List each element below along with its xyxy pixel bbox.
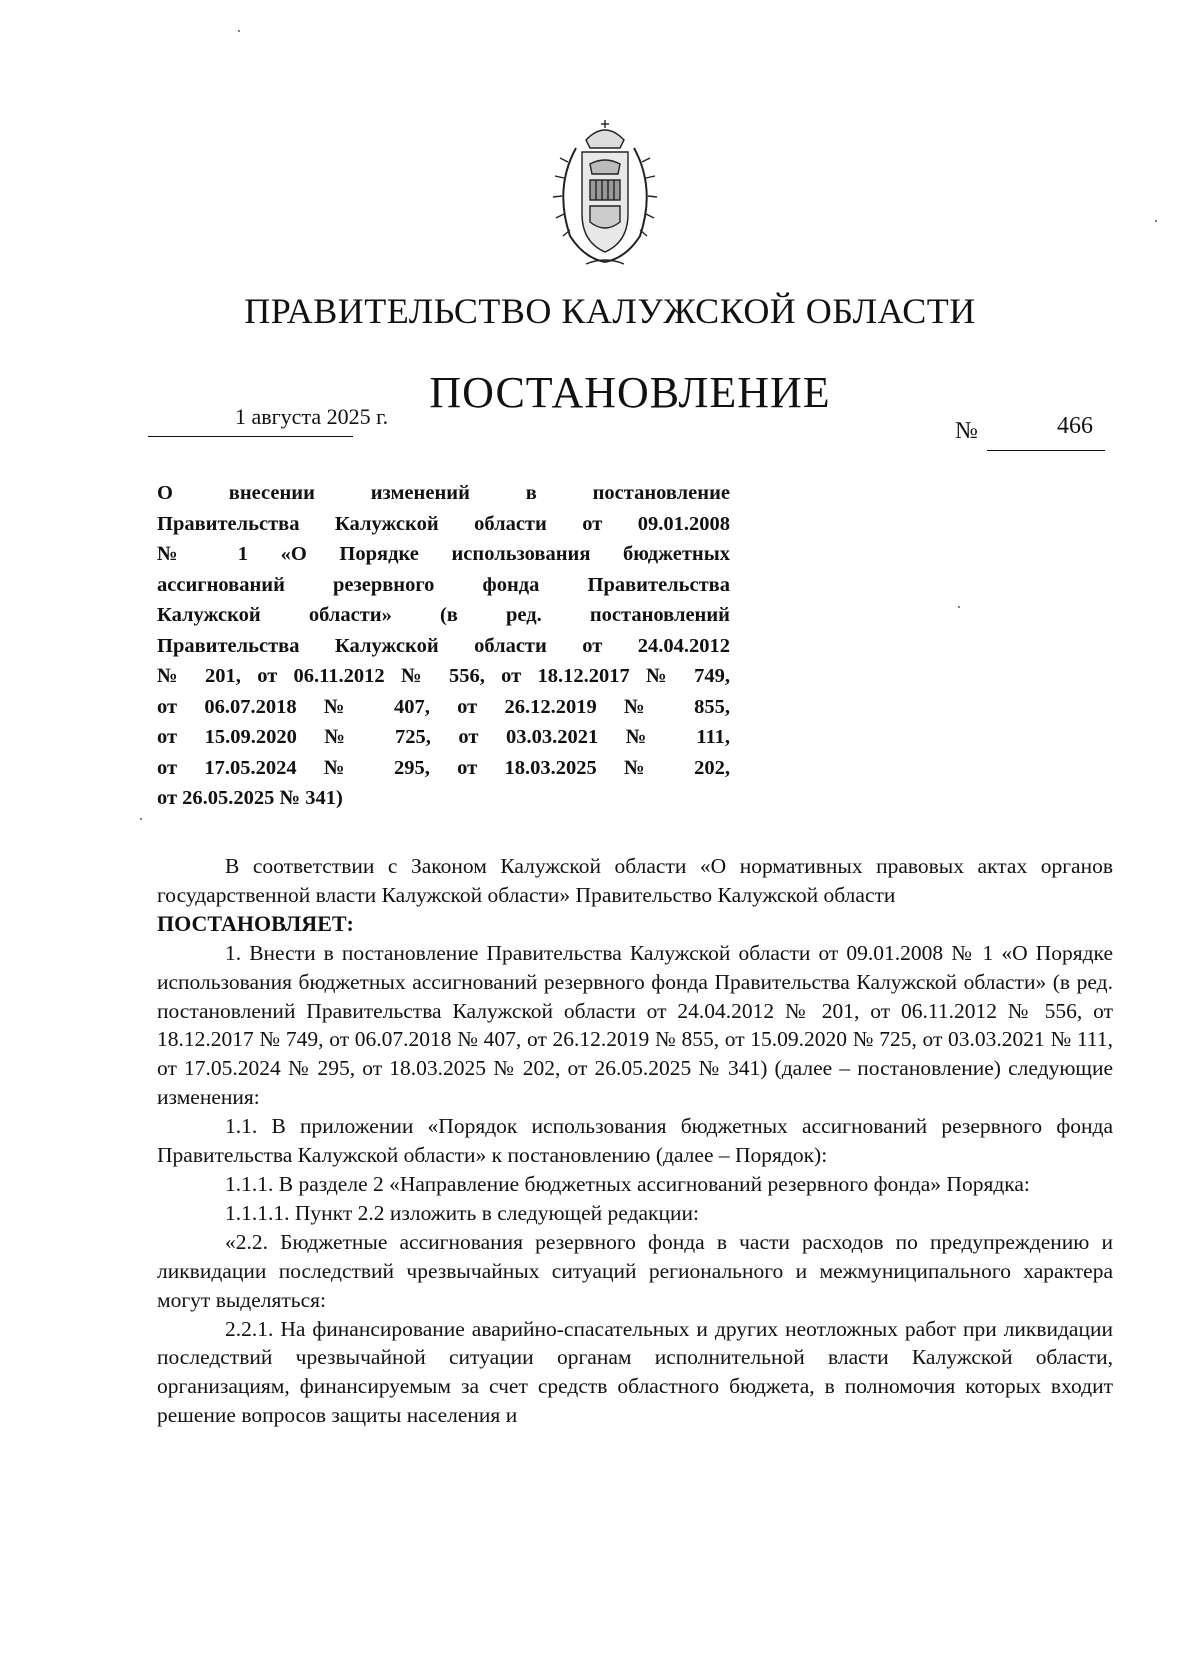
document-date: 1 августа 2025 г. xyxy=(235,404,389,429)
subject-line: Правительства Калужской области от 09.01.2008 xyxy=(157,512,730,535)
resolves-heading: ПОСТАНОВЛЯЕТ: xyxy=(157,910,354,936)
subject-line: О внесении изменений в постановление xyxy=(157,482,730,504)
preamble-paragraph: В соответствии с Законом Калужской области «О нормативных правовых актах органов государственной власти Калужской области» Правительство Калужской области xyxy=(157,854,1113,907)
document-number: 466 xyxy=(1057,413,1093,439)
subject-line: № 1 «О Порядке использования бюджетных xyxy=(157,543,730,565)
paragraph-2-2: «2.2. Бюджетные ассигнования резервного фонда в части расходов по предупреждению и ликвидации последствий чрезвычайных ситуаций регионального и межмуниципального характера могут выделяться: xyxy=(157,1229,1113,1312)
subject-line: от 17.05.2024 № 295, от 18.03.2025 № 202, xyxy=(157,756,730,779)
subject-line: Правительства Калужской области от 24.04.2012 xyxy=(157,634,730,657)
scan-speck xyxy=(1155,220,1157,222)
document-subject xyxy=(157,478,730,814)
subject-line: Калужской области» (в ред. постановлений xyxy=(157,604,730,626)
scan-speck xyxy=(958,606,960,608)
paragraph-1-1: 1.1. В приложении «Порядок использования бюджетных ассигнований резервного фонда Правительства Калужской области» к постановлению (далее – Порядок): xyxy=(157,1114,1113,1168)
number-label: № xyxy=(955,418,978,444)
paragraph-1-1-1-1: 1.1.1.1. Пункт 2.2 изложить в следующей редакции: xyxy=(225,1200,699,1225)
subject-line-last: от 26.05.2025 № 341) xyxy=(157,787,343,809)
document-body xyxy=(157,852,1113,1430)
subject-line: № 201, от 06.11.2012 № 556, от 18.12.2017 № 749, xyxy=(157,665,730,687)
paragraph-2-2-1: 2.2.1. На финансирование аварийно-спасательных и других неотложных работ при ликвидации последствий чрезвычайной ситуации органам исполнительной власти Калужской области, организациям, финансируемым за счет средств областного бюджета, в полномочия которых входит решение вопросов защиты населения и xyxy=(157,1316,1113,1428)
scan-speck xyxy=(140,818,142,820)
subject-line: ассигнований резервного фонда Правительства xyxy=(157,573,730,596)
subject-line: от 06.07.2018 № 407, от 26.12.2019 № 855, xyxy=(157,695,730,718)
paragraph-1: 1. Внести в постановление Правительства Калужской области от 09.01.2008 № 1 «О Порядке использования бюджетных ассигнований резервного фонда Правительства Калужской области» (в ред. постановлений Правительства Калужской области от 24.04.2012 № 201, от 06.11.2012 № 556, от 18.12.2017 № 749, от 06.07.2018 № 407, от 26.12.2019 № 855, от 15.09.2020 № 725, от 03.03.2021 № 111, от 17.05.2024 № 295, от 18.03.2025 № 202, от 26.05.2025 № 341) (далее – постановление) следующие изменения: xyxy=(157,940,1113,1110)
coat-of-arms-icon xyxy=(546,118,664,268)
government-title: ПРАВИТЕЛЬСТВО КАЛУЖСКОЙ ОБЛАСТИ xyxy=(244,291,976,331)
scan-speck xyxy=(238,30,240,32)
document-type: ПОСТАНОВЛЕНИЕ xyxy=(429,368,831,417)
subject-line: от 15.09.2020 № 725, от 03.03.2021 № 111, xyxy=(157,726,730,748)
paragraph-1-1-1: 1.1.1. В разделе 2 «Направление бюджетных ассигнований резервного фонда» Порядка: xyxy=(225,1171,1030,1196)
